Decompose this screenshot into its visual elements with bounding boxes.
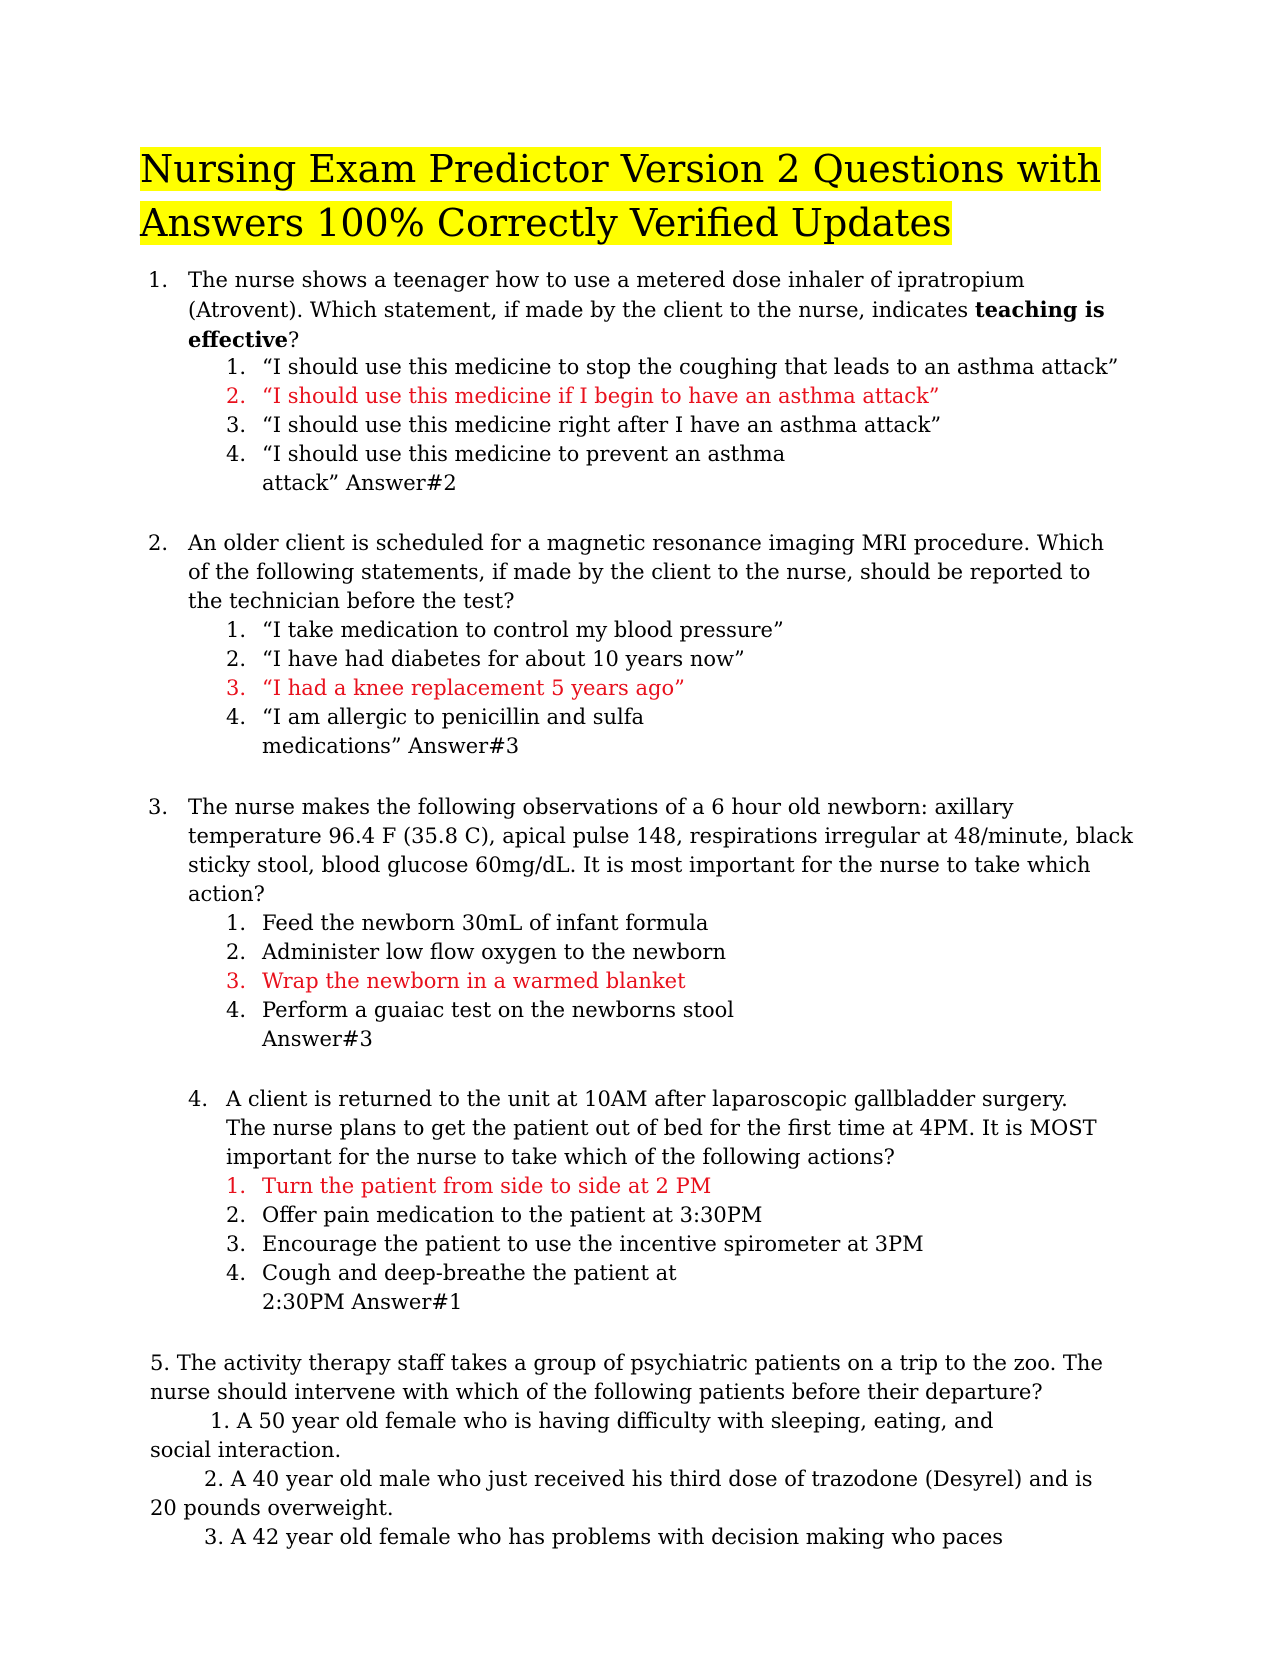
- stem-line: The nurse makes the following observations of a 6 hour old newborn: axillary: [188, 795, 1014, 819]
- answer-option-continued: social interaction.: [150, 1438, 342, 1462]
- answer-option-continued: 20 pounds overweight.: [150, 1496, 394, 1520]
- answer-option: [0, 645, 1280, 674]
- answer-option-correct: [0, 967, 1280, 996]
- answer-line: [0, 1025, 1280, 1054]
- stem-line: sticky stool, blood glucose 60mg/dL. It is most important for the nurse to take which: [188, 853, 1091, 877]
- document-title: [140, 142, 1140, 250]
- stem-line: nurse should intervene with which of the following patients before their departure?: [150, 1380, 1043, 1404]
- option-number: 2.: [226, 384, 247, 408]
- stem-line: The nurse shows a teenager how to use a metered dose inhaler of ipratropium: [188, 268, 1025, 292]
- stem-bold-text: effective: [188, 327, 288, 352]
- question-number: 4.: [188, 1087, 209, 1111]
- option-number: 2.: [226, 1203, 247, 1227]
- answer-option: [0, 353, 1280, 382]
- answer-key: medications” Answer#3: [262, 734, 520, 758]
- option-text: “I am allergic to penicillin and sulfa: [262, 705, 644, 729]
- answer-option-correct: [0, 1172, 1280, 1201]
- answer-options: [0, 353, 1280, 498]
- question-number: 2.: [148, 531, 169, 555]
- option-text: Turn the patient from side to side at 2 PM: [262, 1174, 712, 1198]
- option-number: 4.: [226, 998, 247, 1022]
- stem-line: important for the nurse to take which of the following actions?: [226, 1145, 895, 1169]
- option-text: “I have had diabetes for about 10 years now”: [262, 647, 745, 671]
- option-text: Administer low flow oxygen to the newborn: [262, 940, 726, 964]
- answer-option: 3. A 42 year old female who has problems with decision making who paces: [204, 1525, 1004, 1549]
- stem-line: A client is returned to the unit at 10AM after laparoscopic gallbladder surgery.: [226, 1087, 1068, 1111]
- stem-text: ?: [288, 328, 300, 352]
- answer-options: [0, 1172, 1280, 1317]
- stem-line: The nurse plans to get the patient out of bed for the first time at 4PM. It is MOST: [226, 1116, 1097, 1140]
- option-text: “I should use this medicine to prevent an asthma: [262, 442, 786, 466]
- answer-option: [0, 703, 1280, 732]
- answer-option: [0, 440, 1280, 469]
- answer-option: 2. A 40 year old male who just received his third dose of trazodone (Desyrel) and is: [204, 1467, 1093, 1491]
- stem-line: [188, 325, 1148, 355]
- question-number: 1.: [148, 268, 169, 292]
- option-text: “I had a knee replacement 5 years ago”: [262, 676, 685, 700]
- answer-line: [0, 732, 1280, 761]
- option-text: Perform a guaiac test on the newborns stool: [262, 998, 734, 1022]
- answer-line: [0, 469, 1280, 498]
- stem-line: 5. The activity therapy staff takes a group of psychiatric patients on a trip to the zoo. The: [150, 1351, 1103, 1375]
- answer-option: [0, 616, 1280, 645]
- stem-line: the technician before the test?: [188, 589, 515, 613]
- answer-key: 2:30PM Answer#1: [262, 1290, 463, 1314]
- answer-option: 1. A 50 year old female who is having difficulty with sleeping, eating, and: [210, 1409, 994, 1433]
- option-text: “I take medication to control my blood pressure”: [262, 618, 784, 642]
- stem-line: An older client is scheduled for a magnetic resonance imaging MRI procedure. Which: [188, 531, 1104, 555]
- option-text: Cough and deep-breathe the patient at: [262, 1261, 677, 1285]
- option-number: 4.: [226, 705, 247, 729]
- stem-line: of the following statements, if made by the client to the nurse, should be reported to: [188, 560, 1091, 584]
- title-line-2: Answers 100% Correctly Verified Updates: [140, 201, 952, 245]
- option-number: 1.: [226, 1174, 247, 1198]
- option-number: 2.: [226, 940, 247, 964]
- option-number: 3.: [226, 413, 247, 437]
- option-number: 2.: [226, 647, 247, 671]
- answer-option-correct: [0, 382, 1280, 411]
- option-number: 3.: [226, 1232, 247, 1256]
- answer-option: [0, 1230, 1280, 1259]
- option-text: “I should use this medicine right after I have an asthma attack”: [262, 413, 942, 437]
- answer-option: [0, 909, 1280, 938]
- answer-option: [0, 411, 1280, 440]
- option-number: 3.: [226, 969, 247, 993]
- option-text: Feed the newborn 30mL of infant formula: [262, 911, 709, 935]
- answer-option: [0, 1201, 1280, 1230]
- stem-line: temperature 96.4 F (35.8 C), apical pulse 148, respirations irregular at 48/minute, black: [188, 824, 1133, 848]
- answer-key: Answer#3: [262, 1027, 373, 1051]
- stem-line: [188, 295, 1148, 325]
- option-number: 4.: [226, 442, 247, 466]
- question-stem: [226, 1085, 1146, 1172]
- answer-option: [0, 938, 1280, 967]
- option-text: Wrap the newborn in a warmed blanket: [262, 969, 686, 993]
- option-number: 3.: [226, 676, 247, 700]
- question-number: 3.: [148, 795, 169, 819]
- answer-key: attack” Answer#2: [262, 471, 457, 495]
- option-number: 1.: [226, 618, 247, 642]
- answer-option-correct: [0, 674, 1280, 703]
- answer-option: [0, 1259, 1280, 1288]
- stem-bold-text: teaching is: [974, 297, 1105, 322]
- option-text: Offer pain medication to the patient at 3:30PM: [262, 1203, 763, 1227]
- question-stem: [188, 793, 1148, 909]
- option-text: “I should use this medicine to stop the coughing that leads to an asthma attack”: [262, 355, 1119, 379]
- option-number: 1.: [226, 355, 247, 379]
- answer-options: [0, 909, 1280, 1054]
- stem-line: action?: [188, 882, 265, 906]
- option-text: “I should use this medicine if I begin to have an asthma attack”: [262, 384, 940, 408]
- answer-option: [0, 996, 1280, 1025]
- title-line-1: Nursing Exam Predictor Version 2 Questions with: [140, 147, 1102, 191]
- answer-line: [0, 1288, 1280, 1317]
- question-5: [150, 1349, 1130, 1552]
- question-stem: [188, 529, 1148, 616]
- option-text: Encourage the patient to use the incentive spirometer at 3PM: [262, 1232, 924, 1256]
- stem-text: (Atrovent). Which statement, if made by the client to the nurse, indicates: [188, 298, 975, 322]
- answer-options: [0, 616, 1280, 761]
- option-number: 1.: [226, 911, 247, 935]
- question-stem: [188, 266, 1148, 355]
- option-number: 4.: [226, 1261, 247, 1285]
